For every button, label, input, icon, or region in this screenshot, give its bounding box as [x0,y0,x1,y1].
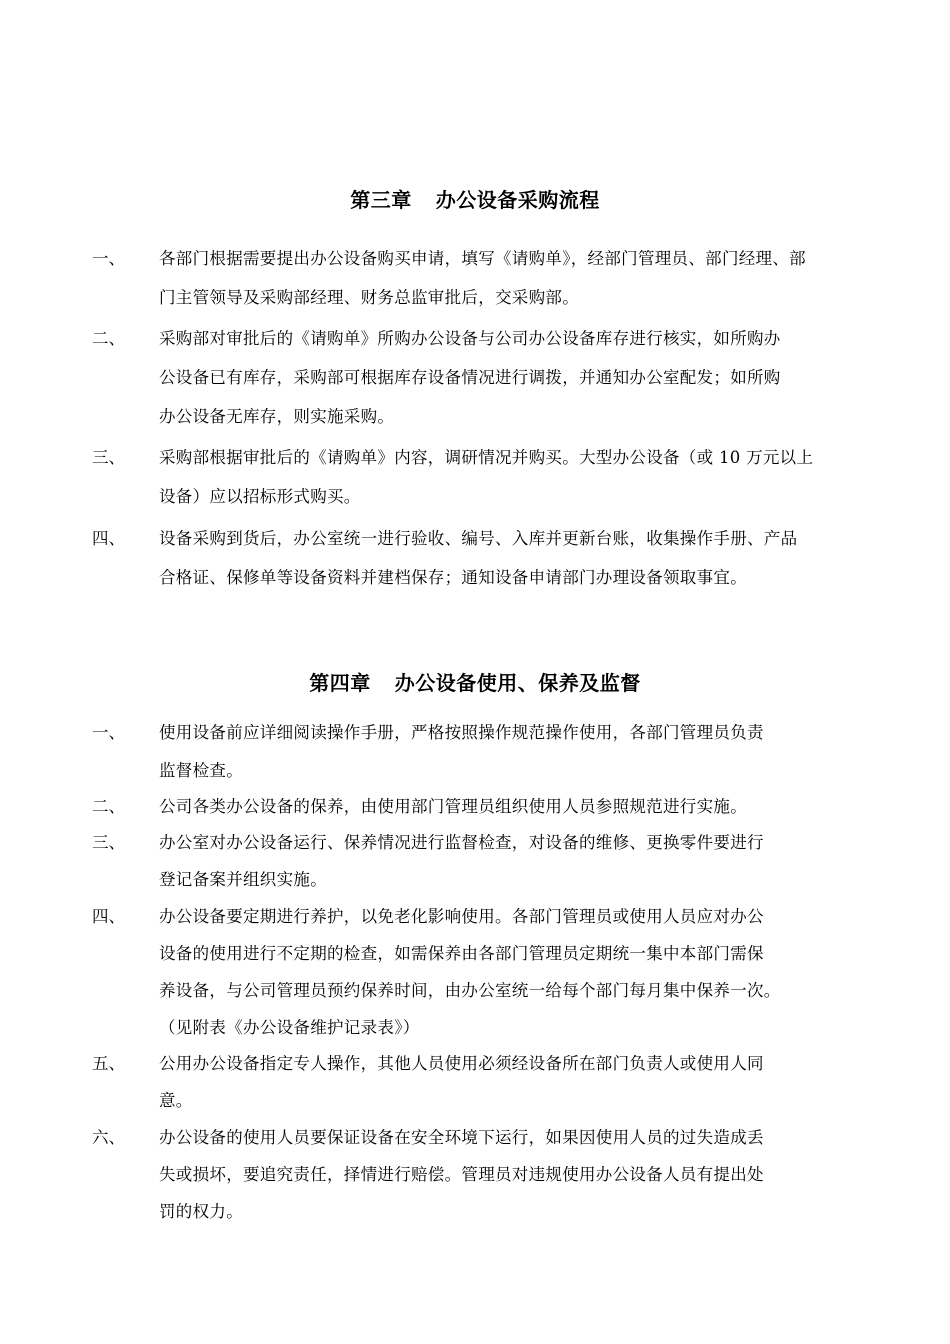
item-marker: 四、 [92,907,125,926]
item-line: 公设备已有库存，采购部可根据库存设备情况进行调拨，并通知办公室配发；如所购 [159,368,781,387]
item-line: 办公设备无库存，则实施采购。 [159,407,395,426]
item-line: 办公设备的使用人员要保证设备在安全环境下运行，如果因使用人员的过失造成丢 [159,1128,764,1147]
chapter-title: 办公设备使用、保养及监督 [394,671,641,695]
item-marker: 一、 [92,723,125,742]
item-line: 监督检查。 [159,761,243,780]
item-line: 采购部对审批后的《请购单》所购办公设备与公司办公设备库存进行核实，如所购办 [159,329,781,348]
item-line: 合格证、保修单等设备资料并建档保存；通知设备申请部门办理设备领取事宜。 [159,568,747,587]
chapter-title: 办公设备采购流程 [435,188,600,212]
item-line: 各部门根据需要提出办公设备购买申请，填写《请购单》，经部门管理员、部门经理、部 [159,249,806,268]
item-line: 失或损坏，要追究责任，择情进行赔偿。管理员对违规使用办公设备人员有提出处 [159,1165,764,1184]
item-line: 罚的权力。 [159,1202,243,1221]
item-line: 设备的使用进行不定期的检查，如需保养由各部门管理员定期统一集中本部门需保 [159,944,764,963]
item-line: 使用设备前应详细阅读操作手册，严格按照操作规范操作使用，各部门管理员负责 [159,723,764,742]
item-line: 采购部根据审批后的《请购单》内容，调研情况并购买。大型办公设备（或 10 万元以上 [159,448,814,467]
chapter-4-heading [0,667,950,696]
item-marker: 四、 [92,529,125,548]
item-line: 门主管领导及采购部经理、财务总监审批后，交采购部。 [159,288,579,307]
item-marker: 二、 [92,329,125,348]
item-line: 设备）应以招标形式购买。 [159,487,361,506]
item-marker: 三、 [92,448,125,467]
item-line: 设备采购到货后，办公室统一进行验收、编号、入库并更新台账，收集操作手册、产品 [159,529,798,548]
item-line: 公用办公设备指定专人操作，其他人员使用必须经设备所在部门负责人或使用人同 [159,1054,764,1073]
item-line: 公司各类办公设备的保养，由使用部门管理员组织使用人员参照规范进行实施。 [159,797,747,816]
item-marker: 三、 [92,833,125,852]
item-line: 意。 [159,1091,193,1110]
item-line: 登记备案并组织实施。 [159,870,327,889]
item-line: 办公室对办公设备运行、保养情况进行监督检查，对设备的维修、更换零件要进行 [159,833,764,852]
item-marker: 一、 [92,249,125,268]
chapter-3-heading [0,184,950,213]
item-line: 养设备，与公司管理员预约保养时间，由办公室统一给每个部门每月集中保养一次。 [159,981,781,1000]
item-marker: 五、 [92,1054,125,1073]
chapter-number: 第三章 [350,188,412,212]
item-line: 办公设备要定期进行养护，以免老化影响使用。各部门管理员或使用人员应对办公 [159,907,764,926]
item-marker: 二、 [92,797,125,816]
item-marker: 六、 [92,1128,125,1147]
chapter-number: 第四章 [309,671,371,695]
item-line: （见附表《办公设备维护记录表》） [159,1018,420,1037]
